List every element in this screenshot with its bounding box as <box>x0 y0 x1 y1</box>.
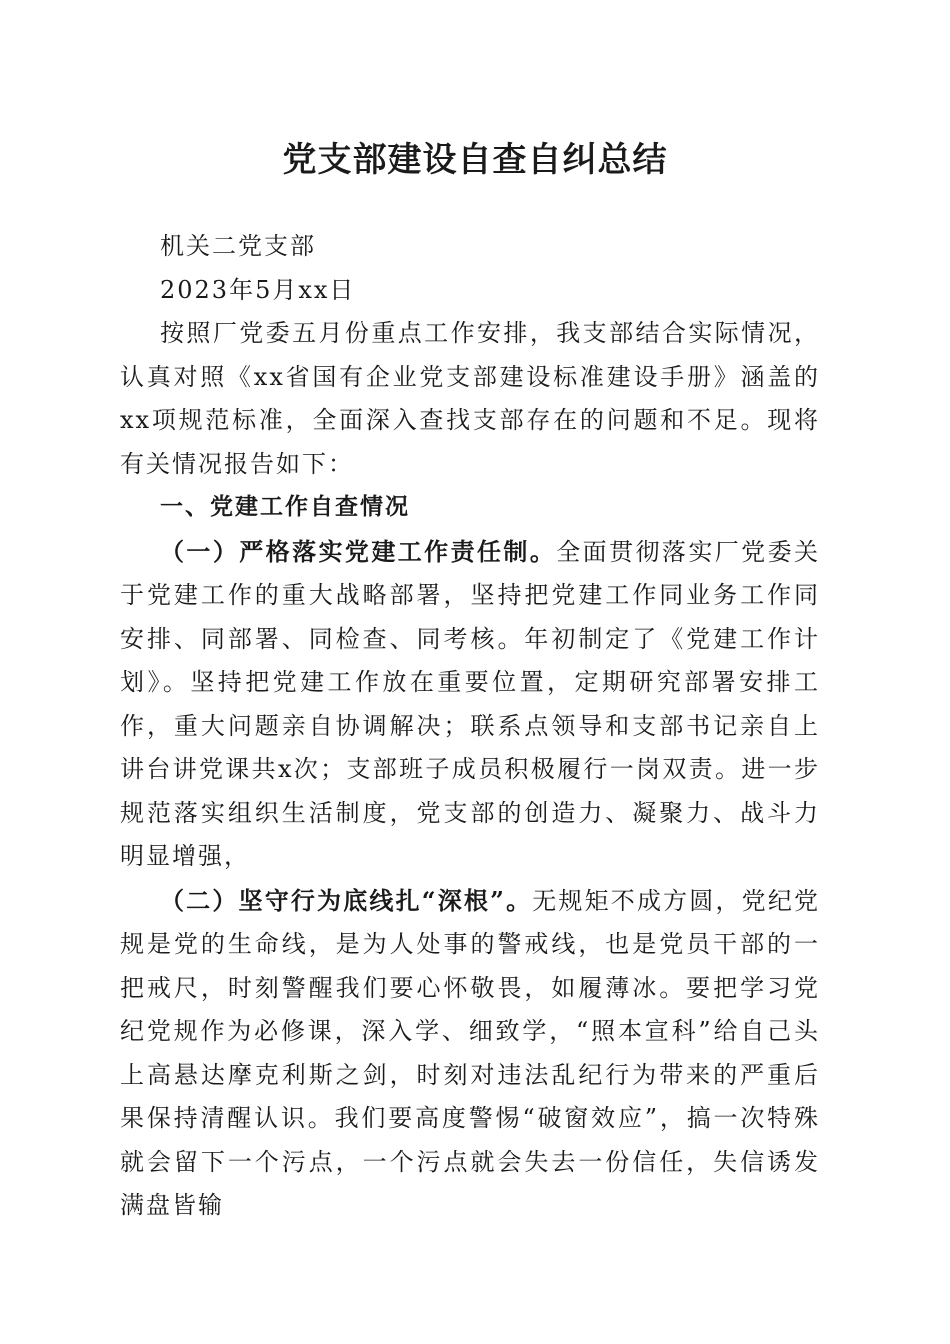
document-body <box>120 225 820 1228</box>
intro-paragraph: 按照厂党委五月份重点工作安排，我支部结合实际情况，认真对照《xx省国有企业党支部建设标准建设手册》涵盖的xx项规范标准，全面深入查找支部存在的问题和不足。现将有关情况报告如下： <box>120 319 820 478</box>
item-lead-1: （一）严格落实党建工作责任制。 <box>160 536 557 566</box>
item-paragraph-1 <box>120 530 820 879</box>
document-title: 党支部建设自查自纠总结 <box>282 140 668 180</box>
item-text-1: 全面贯彻落实厂党委关于党建工作的重大战略部署，坚持把党建工作同业务工作同安排、同部署、同检查、同考核。年初制定了《党建工作计划》。坚持把党建工作放在重要位置，定期研究部署安排工作，重大问题亲自协调解决；联系点领导和支部书记亲自上讲台讲党课共x次；支部班子成员积极履行一岗双责。进一步规范落实组织生活制度，党支部的创造力、凝聚力、战斗力明显增强， <box>120 537 820 870</box>
section-heading: 一、党建工作自查情况 <box>160 494 410 520</box>
item-lead-2: （二）坚守行为底线扎“深根”。 <box>160 885 533 915</box>
item-text-2: 无规矩不成方圆，党纪党规是党的生命线，是为人处事的警戒线，也是党员干部的一把戒尺，时刻警醒我们要心怀敬畏，如履薄冰。要把学习党纪党规作为必修课，深入学、细致学，“照本宣科”给自己头上高悬达摩克利斯之剑，时刻对违法乱纪行为带来的严重后果保持清醒认识。我们要高度警惕“破窗效应”，搞一次特殊就会留下一个污点，一个污点就会失去一份信任，失信诱发满盘皆输 <box>120 886 821 1219</box>
document-date: 2023年5月xx日 <box>160 275 356 304</box>
item-paragraph-2 <box>120 879 820 1228</box>
organization-name: 机关二党支部 <box>160 232 316 260</box>
